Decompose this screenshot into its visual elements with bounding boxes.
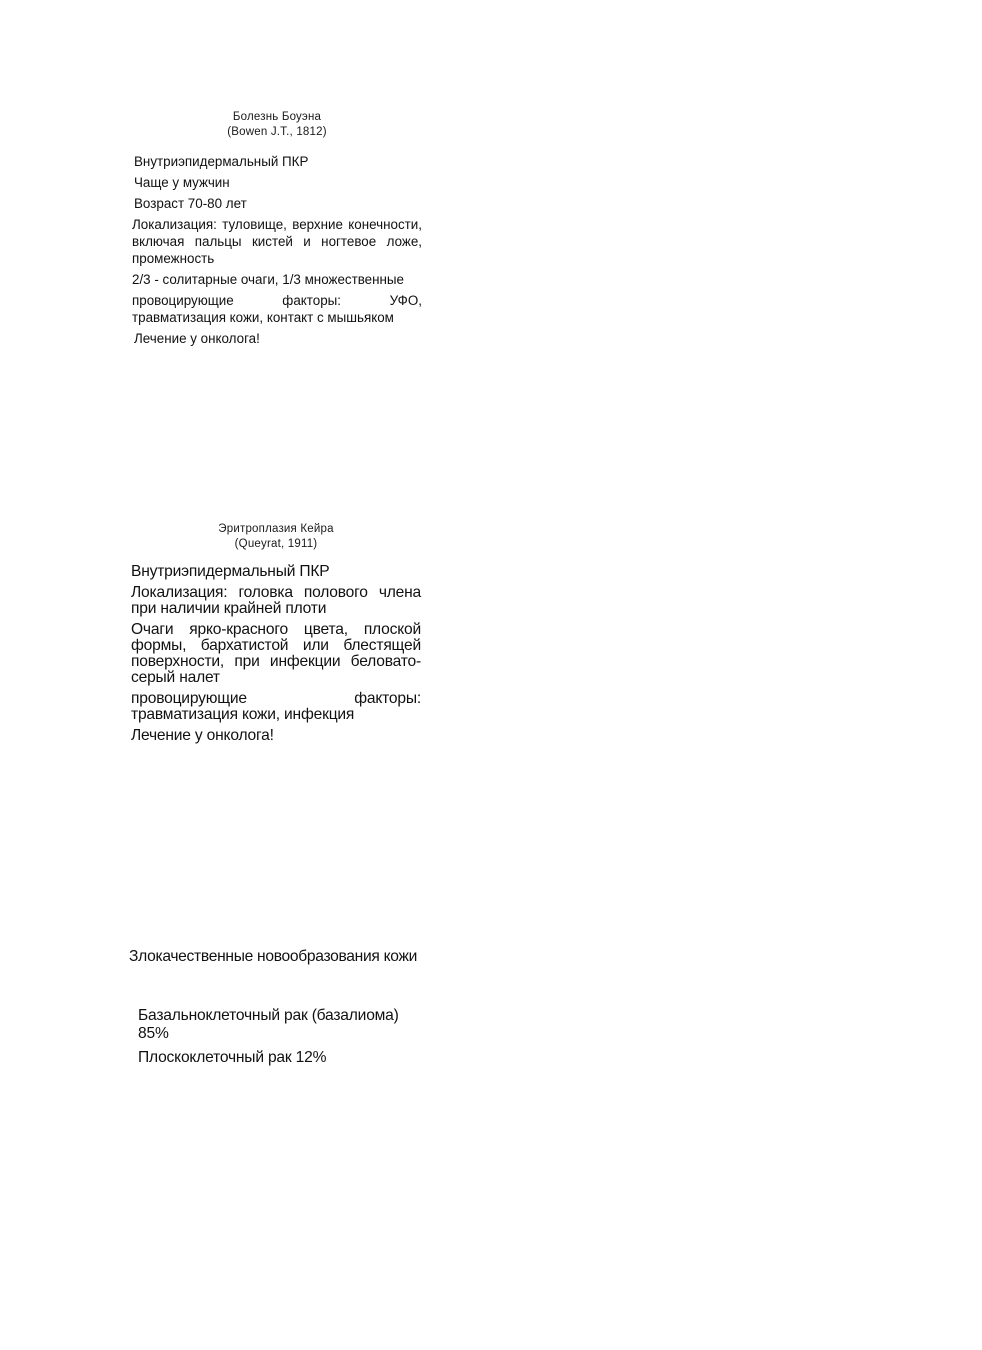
queyrat-item-1: Внутриэпидермальный ПКР bbox=[131, 563, 330, 580]
bowen-item-7: Лечение у онколога! bbox=[134, 331, 260, 346]
queyrat-section bbox=[131, 522, 421, 749]
queyrat-item-4: провоцирующие факторы: травматизация кожи, инфекция bbox=[131, 690, 421, 723]
bowen-list bbox=[132, 153, 422, 347]
queyrat-title: Эритроплазия Кейра bbox=[218, 523, 334, 535]
malignant-item-1: Базальноклеточный рак (базалиома) 85% bbox=[138, 1007, 399, 1042]
bowen-item-1: Внутриэпидермальный ПКР bbox=[134, 154, 309, 169]
queyrat-item-2: Локализация: головка полового члена при наличии крайней плоти bbox=[131, 584, 421, 617]
queyrat-item-3: Очаги ярко-красного цвета, плоской формы, бархатистой или блестящей поверхности, при инфекции беловато-серый налет bbox=[131, 621, 421, 686]
queyrat-list bbox=[131, 564, 421, 744]
bowen-item-4: Локализация: туловище, верхние конечности, включая пальцы кистей и ногтевое ложе, промежность bbox=[132, 217, 422, 266]
bowen-item-2: Чаще у мужчин bbox=[134, 175, 230, 190]
bowen-item-3: Возраст 70-80 лет bbox=[134, 196, 247, 211]
bowen-title: Болезнь Боуэна bbox=[232, 111, 322, 123]
bowen-subtitle: (Bowen J.T., 1812) bbox=[227, 126, 327, 138]
bowen-item-6: провоцирующие факторы: УФО, травматизация кожи, контакт с мышьяком bbox=[132, 293, 422, 325]
malignant-list bbox=[138, 1007, 428, 1073]
malignant-title: Злокачественные новообразования кожи bbox=[129, 948, 418, 965]
queyrat-item-5: Лечение у онколога! bbox=[131, 727, 274, 744]
queyrat-subtitle: (Queyrat, 1911) bbox=[234, 538, 318, 550]
bowen-section bbox=[132, 110, 422, 351]
bowen-item-5: 2/3 - солитарные очаги, 1/3 множественные bbox=[132, 272, 404, 287]
malignant-item-2: Плоскоклеточный рак 12% bbox=[138, 1049, 327, 1066]
